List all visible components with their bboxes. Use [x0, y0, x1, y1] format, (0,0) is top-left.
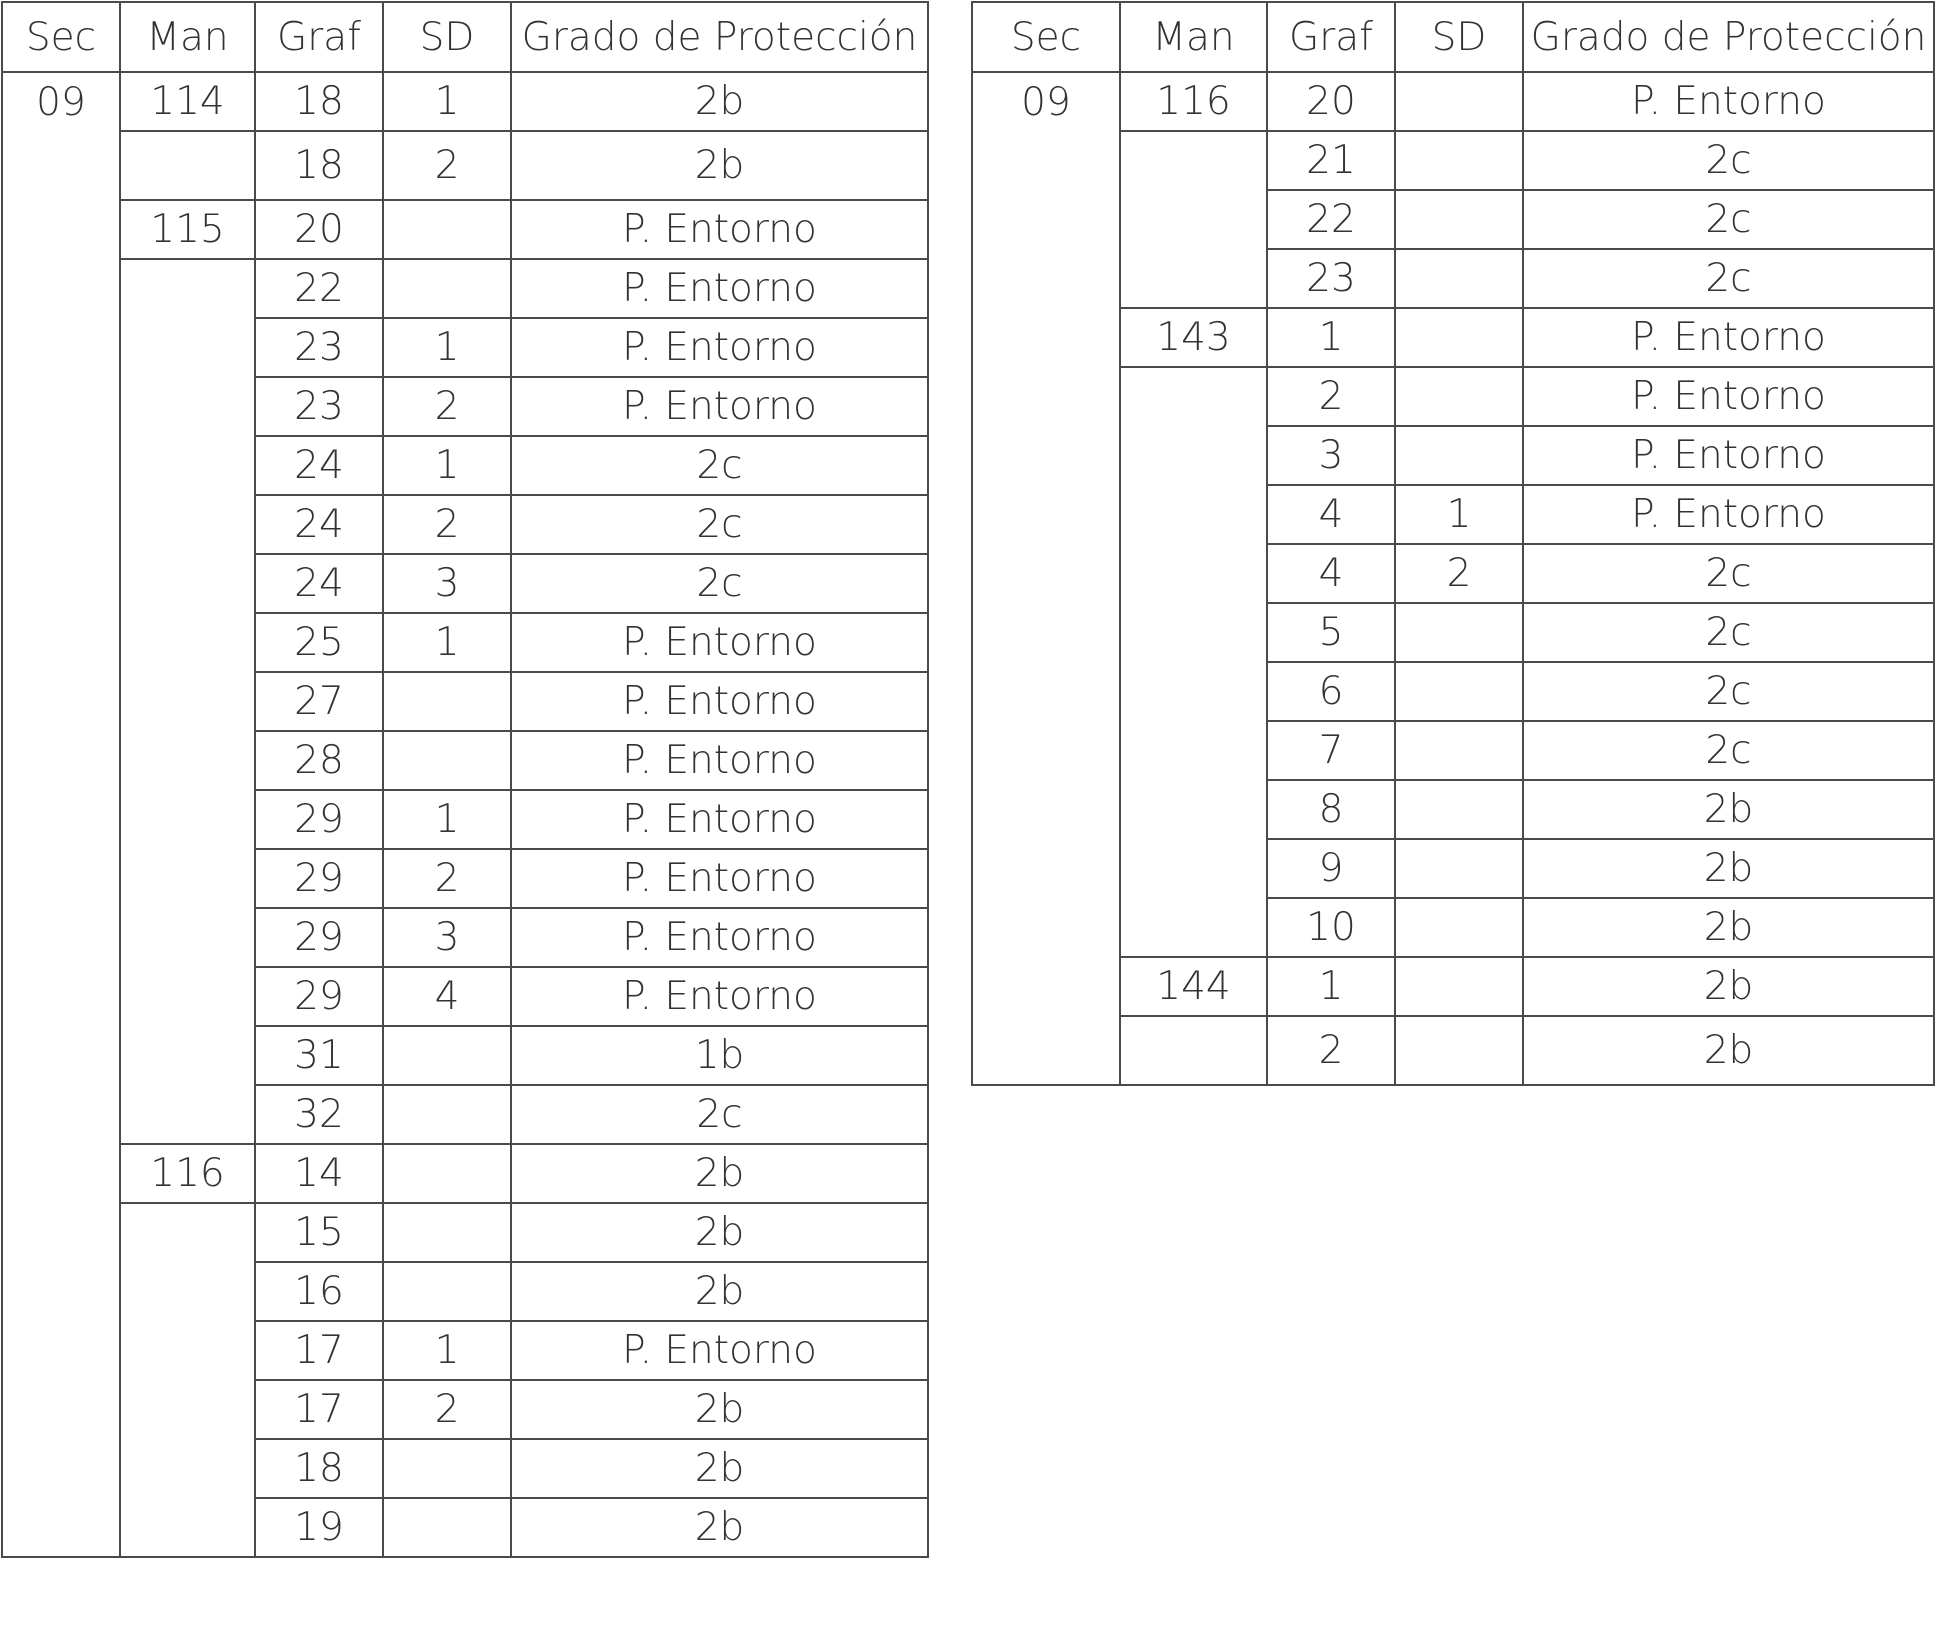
- man-cell: [120, 131, 255, 200]
- graf-cell: 24: [255, 554, 383, 613]
- graf-cell: 3: [1267, 426, 1395, 485]
- graf-cell: 28: [255, 731, 383, 790]
- grado-cell: 2b: [511, 1262, 928, 1321]
- grado-cell: P. Entorno: [1523, 72, 1934, 131]
- grado-cell: P. Entorno: [511, 967, 928, 1026]
- sec-cell: 09: [972, 72, 1120, 1085]
- sd-cell: [1395, 898, 1523, 957]
- sd-cell: [1395, 1016, 1523, 1085]
- graf-cell: 14: [255, 1144, 383, 1203]
- graf-cell: 17: [255, 1380, 383, 1439]
- header-man: Man: [1120, 2, 1267, 72]
- sd-cell: [1395, 662, 1523, 721]
- grado-cell: P. Entorno: [511, 672, 928, 731]
- sd-cell: [383, 672, 511, 731]
- graf-cell: 2: [1267, 1016, 1395, 1085]
- graf-cell: 1: [1267, 308, 1395, 367]
- man-cell: 144: [1120, 957, 1267, 1016]
- sd-cell: 4: [383, 967, 511, 1026]
- grado-cell: P. Entorno: [511, 1321, 928, 1380]
- sd-cell: [1395, 426, 1523, 485]
- sd-cell: [1395, 721, 1523, 780]
- sec-cell: 09: [2, 72, 120, 1557]
- header-sd: SD: [383, 2, 511, 72]
- header-grado: Grado de Protección: [1523, 2, 1934, 72]
- header-graf: Graf: [1267, 2, 1395, 72]
- grado-cell: P. Entorno: [511, 200, 928, 259]
- sd-cell: [1395, 249, 1523, 308]
- graf-cell: 23: [1267, 249, 1395, 308]
- grado-cell: P. Entorno: [511, 318, 928, 377]
- man-cell: 116: [120, 1144, 255, 1203]
- sd-cell: [1395, 131, 1523, 190]
- sd-cell: 2: [383, 377, 511, 436]
- grado-cell: 2c: [1523, 721, 1934, 780]
- man-cell: [1120, 1016, 1267, 1085]
- graf-cell: 29: [255, 849, 383, 908]
- graf-cell: 21: [1267, 131, 1395, 190]
- grado-cell: P. Entorno: [511, 790, 928, 849]
- graf-cell: 27: [255, 672, 383, 731]
- man-cell: 115: [120, 200, 255, 259]
- sd-cell: [383, 200, 511, 259]
- graf-cell: 22: [1267, 190, 1395, 249]
- sd-cell: [383, 1144, 511, 1203]
- grado-cell: 2b: [511, 1439, 928, 1498]
- header-sec: Sec: [972, 2, 1120, 72]
- man-cell: [120, 1203, 255, 1557]
- grado-cell: 2c: [511, 1085, 928, 1144]
- sd-cell: [383, 1026, 511, 1085]
- table-row: [2, 259, 928, 318]
- grado-cell: 2b: [1523, 957, 1934, 1016]
- sd-cell: [1395, 308, 1523, 367]
- grado-cell: 2c: [1523, 544, 1934, 603]
- sd-cell: 1: [383, 72, 511, 131]
- man-cell: [1120, 131, 1267, 308]
- sd-cell: 1: [383, 436, 511, 495]
- grado-cell: 2c: [511, 495, 928, 554]
- grado-cell: 2c: [1523, 603, 1934, 662]
- graf-cell: 20: [1267, 72, 1395, 131]
- sd-cell: [1395, 367, 1523, 426]
- sd-cell: 1: [383, 790, 511, 849]
- sd-cell: [1395, 780, 1523, 839]
- grado-cell: 2b: [511, 131, 928, 200]
- grado-cell: 2b: [511, 1380, 928, 1439]
- graf-cell: 23: [255, 377, 383, 436]
- sd-cell: [1395, 957, 1523, 1016]
- graf-cell: 10: [1267, 898, 1395, 957]
- grado-cell: 2c: [511, 554, 928, 613]
- grado-cell: P. Entorno: [511, 259, 928, 318]
- grado-cell: P. Entorno: [1523, 308, 1934, 367]
- sd-cell: [383, 1498, 511, 1557]
- sd-cell: [383, 731, 511, 790]
- grado-cell: P. Entorno: [511, 613, 928, 672]
- grado-cell: 2b: [511, 72, 928, 131]
- graf-cell: 19: [255, 1498, 383, 1557]
- man-cell: [1120, 367, 1267, 957]
- graf-cell: 5: [1267, 603, 1395, 662]
- grado-cell: 2b: [511, 1144, 928, 1203]
- graf-cell: 17: [255, 1321, 383, 1380]
- grado-cell: P. Entorno: [1523, 367, 1934, 426]
- graf-cell: 9: [1267, 839, 1395, 898]
- table-row: [2, 200, 928, 259]
- grado-cell: 2b: [511, 1203, 928, 1262]
- graf-cell: 4: [1267, 544, 1395, 603]
- grado-cell: 2c: [511, 436, 928, 495]
- grado-cell: 2b: [1523, 839, 1934, 898]
- sd-cell: 2: [383, 1380, 511, 1439]
- sd-cell: 1: [1395, 485, 1523, 544]
- sd-cell: [383, 1439, 511, 1498]
- grado-cell: 2b: [1523, 1016, 1934, 1085]
- graf-cell: 6: [1267, 662, 1395, 721]
- header-graf: Graf: [255, 2, 383, 72]
- grado-cell: P. Entorno: [1523, 426, 1934, 485]
- sd-cell: [1395, 603, 1523, 662]
- man-cell: [120, 259, 255, 1144]
- grado-cell: 2c: [1523, 131, 1934, 190]
- graf-cell: 20: [255, 200, 383, 259]
- grado-cell: 2b: [511, 1498, 928, 1557]
- graf-cell: 1: [1267, 957, 1395, 1016]
- sd-cell: 2: [383, 849, 511, 908]
- protection-table-right: [971, 1, 1935, 1086]
- grado-cell: 2c: [1523, 662, 1934, 721]
- graf-cell: 18: [255, 131, 383, 200]
- graf-cell: 29: [255, 790, 383, 849]
- man-cell: 114: [120, 72, 255, 131]
- header-grado: Grado de Protección: [511, 2, 928, 72]
- graf-cell: 18: [255, 1439, 383, 1498]
- grado-cell: P. Entorno: [511, 849, 928, 908]
- header-sd: SD: [1395, 2, 1523, 72]
- man-cell: 143: [1120, 308, 1267, 367]
- table-row: [2, 72, 928, 131]
- sd-cell: 1: [383, 318, 511, 377]
- table-row: [972, 72, 1934, 131]
- sd-cell: [383, 1085, 511, 1144]
- grado-cell: 2b: [1523, 898, 1934, 957]
- graf-cell: 15: [255, 1203, 383, 1262]
- sd-cell: 1: [383, 613, 511, 672]
- protection-table-left: [1, 1, 929, 1558]
- graf-cell: 22: [255, 259, 383, 318]
- sd-cell: 2: [383, 131, 511, 200]
- graf-cell: 31: [255, 1026, 383, 1085]
- sd-cell: 3: [383, 554, 511, 613]
- sd-cell: [383, 1203, 511, 1262]
- grado-cell: 2c: [1523, 190, 1934, 249]
- graf-cell: 2: [1267, 367, 1395, 426]
- sd-cell: 2: [383, 495, 511, 554]
- grado-cell: 2b: [1523, 780, 1934, 839]
- graf-cell: 32: [255, 1085, 383, 1144]
- graf-cell: 25: [255, 613, 383, 672]
- graf-cell: 7: [1267, 721, 1395, 780]
- header-sec: Sec: [2, 2, 120, 72]
- sd-cell: 3: [383, 908, 511, 967]
- table-row: [2, 1144, 928, 1203]
- graf-cell: 29: [255, 967, 383, 1026]
- sd-cell: [1395, 839, 1523, 898]
- graf-cell: 8: [1267, 780, 1395, 839]
- man-cell: 116: [1120, 72, 1267, 131]
- sd-cell: 2: [1395, 544, 1523, 603]
- graf-cell: 4: [1267, 485, 1395, 544]
- graf-cell: 18: [255, 72, 383, 131]
- table-row: [2, 131, 928, 200]
- sd-cell: [1395, 190, 1523, 249]
- header-row: [2, 2, 928, 72]
- grado-cell: P. Entorno: [511, 731, 928, 790]
- grado-cell: 1b: [511, 1026, 928, 1085]
- sd-cell: [383, 259, 511, 318]
- graf-cell: 24: [255, 436, 383, 495]
- header-man: Man: [120, 2, 255, 72]
- sd-cell: [383, 1262, 511, 1321]
- graf-cell: 23: [255, 318, 383, 377]
- sd-cell: 1: [383, 1321, 511, 1380]
- grado-cell: P. Entorno: [511, 377, 928, 436]
- grado-cell: 2c: [1523, 249, 1934, 308]
- graf-cell: 29: [255, 908, 383, 967]
- sd-cell: [1395, 72, 1523, 131]
- graf-cell: 24: [255, 495, 383, 554]
- graf-cell: 16: [255, 1262, 383, 1321]
- grado-cell: P. Entorno: [1523, 485, 1934, 544]
- grado-cell: P. Entorno: [511, 908, 928, 967]
- table-row: [2, 1203, 928, 1262]
- header-row: [972, 2, 1934, 72]
